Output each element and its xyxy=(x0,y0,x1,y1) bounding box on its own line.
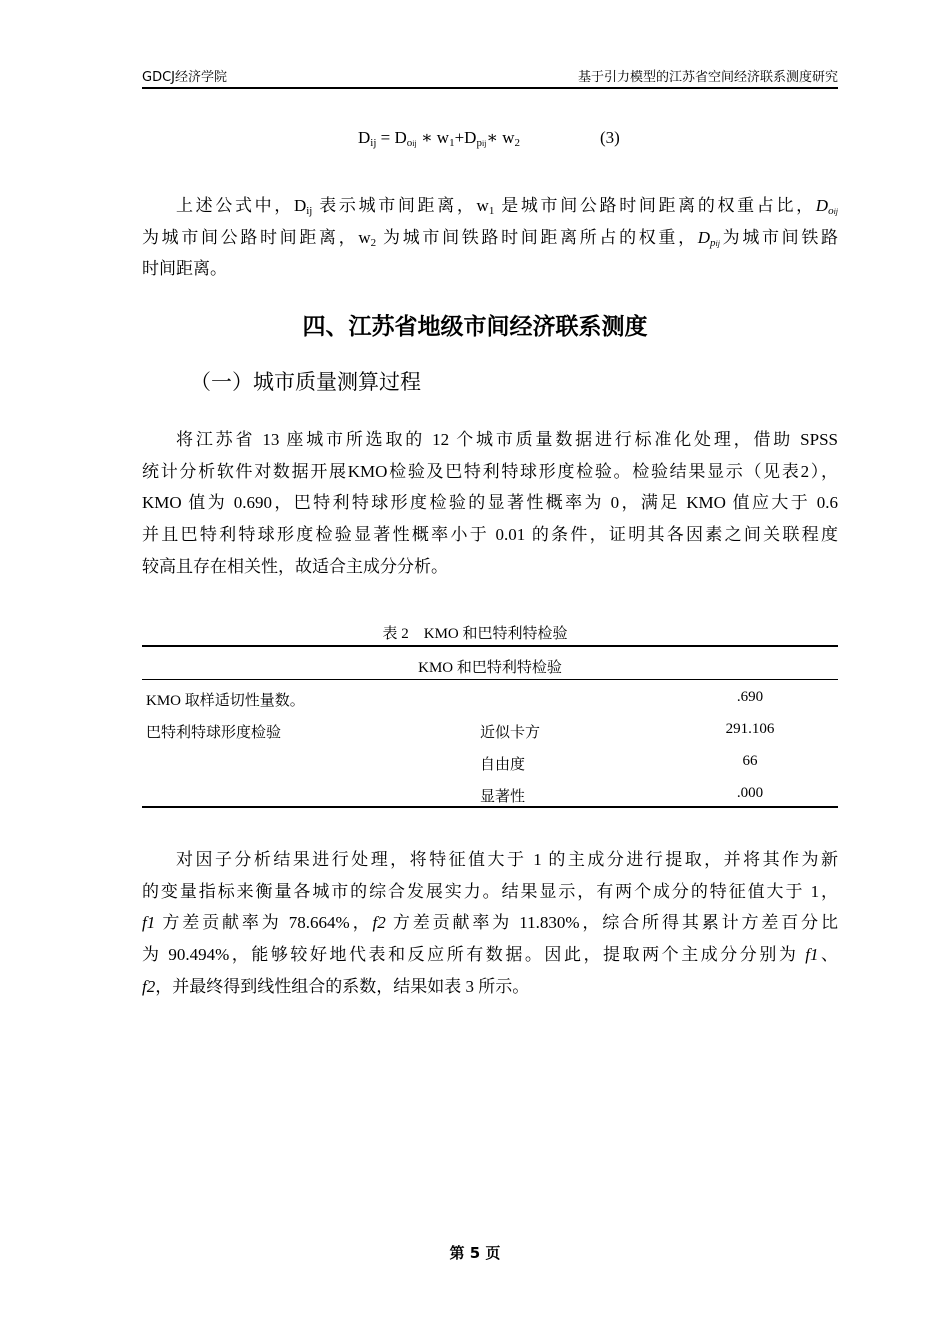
formula-sub: oij xyxy=(406,137,417,149)
formula-sub: 2 xyxy=(514,137,520,149)
table-cell: 巴特利特球形度检验 xyxy=(146,725,282,741)
formula-number: (3) xyxy=(600,128,620,147)
header-right: 基于引力模型的江苏省空间经济联系测度研究 xyxy=(577,70,838,85)
formula-text: = D xyxy=(376,128,407,147)
formula-3 xyxy=(358,128,520,149)
text-line: 上述公式中，$D_{ij}$ 表示城市间距离，$w_1$ 是城市间公路时间距离的权重占比，$D_{oij}$ xyxy=(176,196,839,217)
table-cell: .000 xyxy=(736,785,764,801)
table-top-rule xyxy=(142,645,838,647)
paragraph-formula-explanation xyxy=(142,190,838,285)
formula-text: ∗ w xyxy=(416,128,450,147)
text-line: f2，并最终得到线性组合的系数，结果如表 3 所示。 xyxy=(142,976,530,996)
header-left: GDCJ经济学院 xyxy=(142,70,227,85)
table-cell: KMO 取样适切性量数。 xyxy=(146,693,305,709)
text-line: 时间距离。 xyxy=(142,259,227,279)
table-header-rule xyxy=(142,679,838,680)
text-line: 为 90.494%，能够较好地代表和反应所有数据。因此，提取两个主成分分别为 f1、 xyxy=(142,945,838,965)
table-cell: 66 xyxy=(742,753,758,769)
formula-text: ∗ w xyxy=(486,128,515,147)
table-caption: 表 2 KMO 和巴特利特检验 xyxy=(382,626,568,642)
table-cell: 291.106 xyxy=(725,721,775,737)
table-cell: 近似卡方 xyxy=(480,725,541,741)
table-cell: 显著性 xyxy=(480,789,526,805)
table-cell: .690 xyxy=(736,689,764,705)
formula-sub: ij xyxy=(370,137,377,149)
page-number: 第 5 页 xyxy=(449,1244,501,1262)
formula-text: +D xyxy=(454,128,477,147)
table-bottom-rule xyxy=(142,806,838,808)
table-header: KMO 和巴特利特检验 xyxy=(418,660,562,676)
section-title: 四、江苏省地级市间经济联系测度 xyxy=(302,314,648,340)
text-line: KMO 值为 0.690，巴特利特球形度检验的显著性概率为 0，满足 KMO 值应大于 0.6 xyxy=(142,493,838,513)
text-line: 为城市间公路时间距离，$w_2$ 为城市间铁路时间距离所占的权重，$D_{pij}$为城市间铁路 xyxy=(142,227,839,249)
paragraph-factor-analysis xyxy=(142,844,838,1002)
text-line: 统计分析软件对数据开展KMO检验及巴特利特球形度检验。检验结果显示（见表2）， xyxy=(142,461,838,481)
text-line: 较高且存在相关性，故适合主成分分析。 xyxy=(142,556,448,576)
text-line: 并且巴特利特球形度检验显著性概率小于 0.01 的条件，证明其各因素之间关联程度 xyxy=(142,525,838,545)
paragraph-kmo xyxy=(142,424,838,582)
text-line: 的变量指标来衡量各城市的综合发展实力。结果显示，有两个成分的特征值大于 1， xyxy=(142,881,838,901)
formula-text: D xyxy=(358,128,371,147)
formula-sub: pij xyxy=(476,137,487,149)
header-rule xyxy=(142,87,838,89)
subsection-title: （一）城市质量测算过程 xyxy=(190,370,421,394)
text-line: f1 方差贡献率为 78.664%，f2 方差贡献率为 11.830%，综合所得其累计方差百分比 xyxy=(142,913,838,933)
text-line: 对因子分析结果进行处理，将特征值大于 1 的主成分进行提取，并将其作为新 xyxy=(176,850,838,869)
table-cell: 自由度 xyxy=(480,757,526,773)
text-line: 将江苏省 13 座城市所选取的 12 个城市质量数据进行标准化处理，借助 SPSS xyxy=(176,430,838,449)
formula-sub: 1 xyxy=(449,137,455,149)
